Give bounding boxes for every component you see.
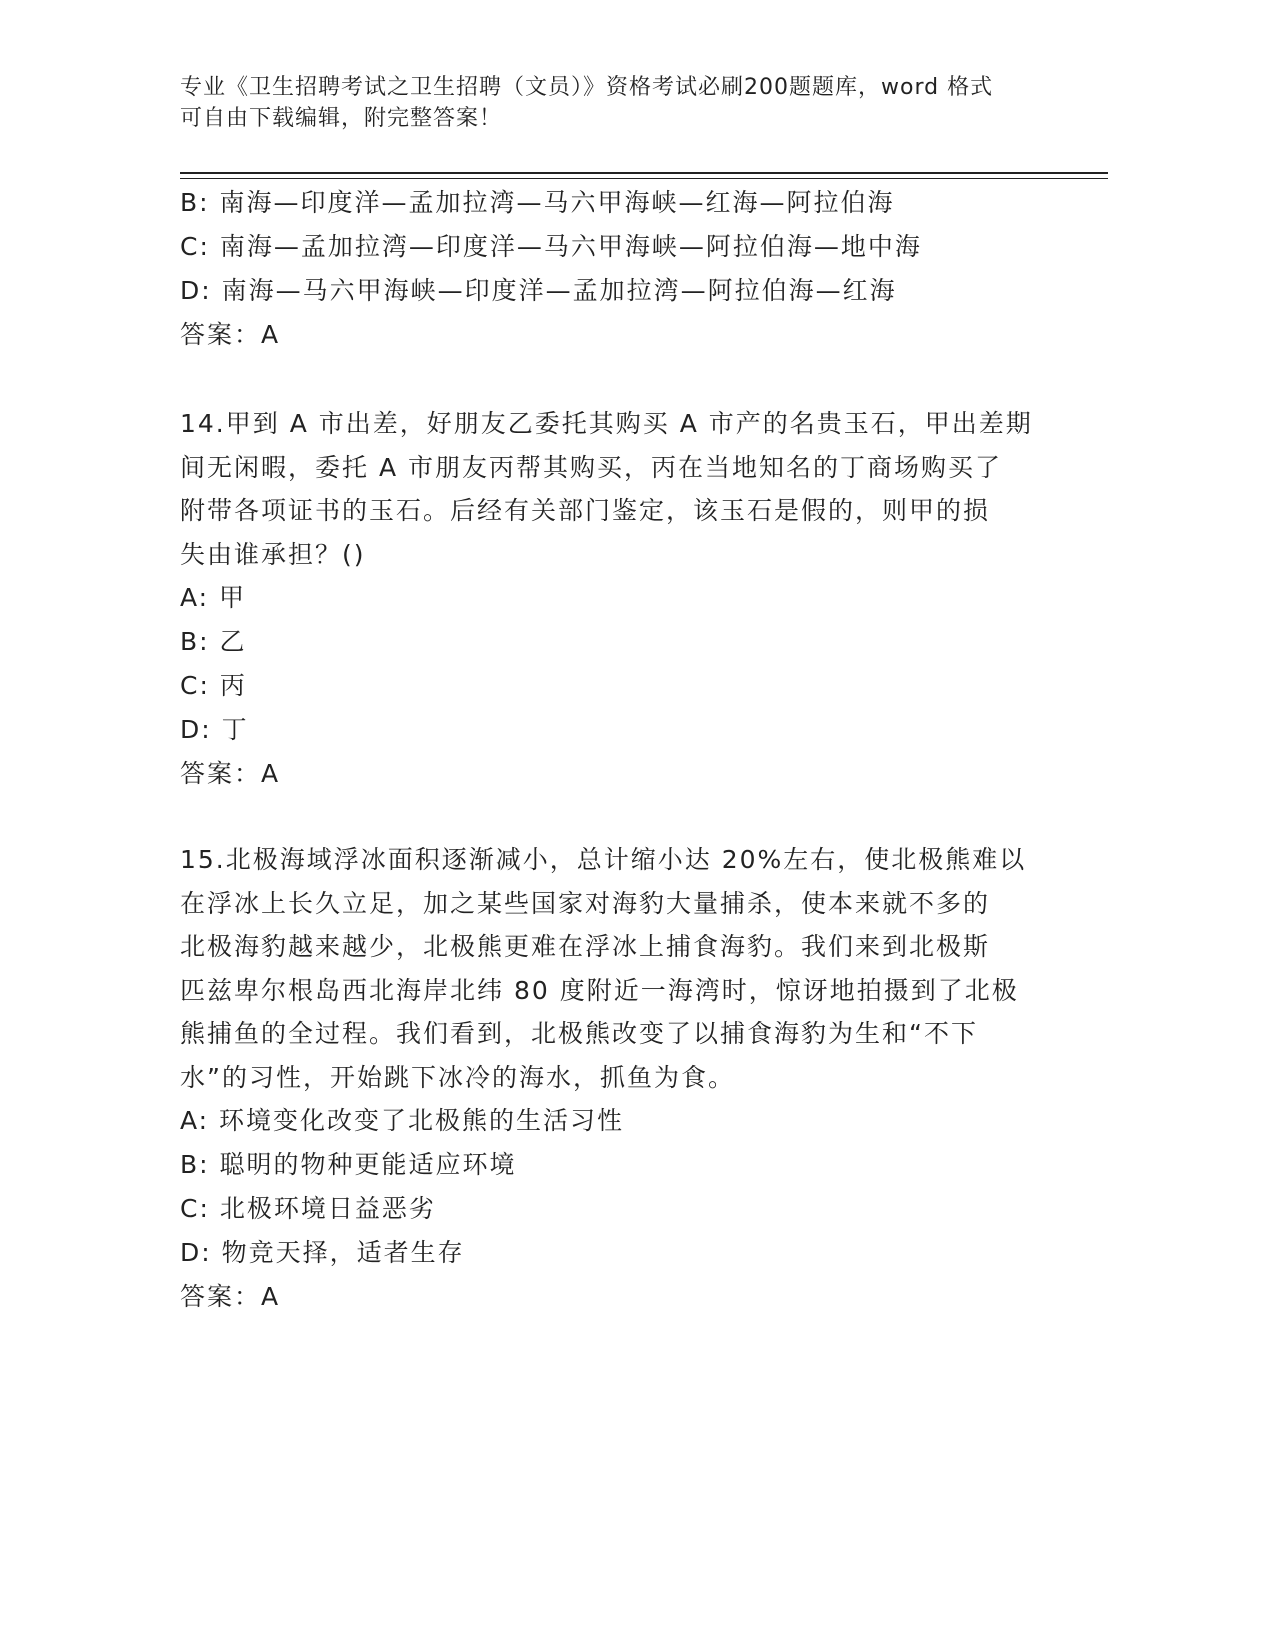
answer-line: 答案：A: [180, 759, 281, 788]
document-body: [180, 181, 1050, 1319]
option-b: B: 南海—印度洋—孟加拉湾—马六甲海峡—红海—阿拉伯海: [180, 188, 895, 217]
answer-line: 答案：A: [180, 320, 281, 349]
question-15: [180, 838, 1050, 1319]
question-line: 北极海豹越来越少，北极熊更难在浮冰上捕食海豹。我们来到北极斯: [180, 932, 991, 961]
option-b: B: 乙: [180, 627, 247, 656]
header-divider-thick: [180, 172, 1108, 174]
question-line: 15.北极海域浮冰面积逐渐减小，总计缩小达 20%左右，使北极熊难以: [180, 845, 1027, 874]
document-header: [180, 72, 1040, 134]
question-line: 在浮冰上长久立足，加之某些国家对海豹大量捕杀，使本来就不多的: [180, 888, 991, 918]
question-14: [180, 402, 1050, 796]
question-line: 水”的习性，开始跳下冰冷的海水，抓鱼为食。: [180, 1062, 735, 1092]
option-a: A: 环境变化改变了北极熊的生活习性: [180, 1106, 625, 1135]
header-line-1: 专业《卫生招聘考试之卫生招聘（文员）》资格考试必刷200题题库，word 格式: [180, 75, 994, 100]
question-stem: [180, 402, 1050, 576]
option-c: C: 丙: [180, 671, 247, 700]
prev-question-tail: [180, 181, 1050, 357]
header-divider-thin: [180, 178, 1108, 179]
option-d: D: 丁: [180, 715, 249, 744]
option-d: D: 物竞天择，适者生存: [180, 1238, 465, 1267]
question-line: 附带各项证书的玉石。后经有关部门鉴定，该玉石是假的，则甲的损: [180, 496, 991, 525]
question-line: 失由谁承担？(): [180, 539, 366, 569]
question-stem: [180, 838, 1050, 1099]
header-line-2: 可自由下载编辑，附完整答案！: [180, 106, 503, 131]
question-line: 熊捕鱼的全过程。我们看到，北极熊改变了以捕食海豹为生和“不下: [180, 1019, 978, 1048]
option-c: C: 北极环境日益恶劣: [180, 1194, 436, 1223]
option-c: C: 南海—孟加拉湾—印度洋—马六甲海峡—阿拉伯海—地中海: [180, 232, 922, 261]
option-d: D: 南海—马六甲海峡—印度洋—孟加拉湾—阿拉伯海—红海: [180, 276, 897, 305]
question-line: 间无闲暇，委托 A 市朋友丙帮其购买，丙在当地知名的丁商场购买了: [180, 452, 1002, 482]
answer-line: 答案：A: [180, 1282, 281, 1311]
question-line: 14.甲到 A 市出差，好朋友乙委托其购买 A 市产的名贵玉石，甲出差期: [180, 409, 1033, 438]
option-b: B: 聪明的物种更能适应环境: [180, 1150, 517, 1179]
question-line: 匹兹卑尔根岛西北海岸北纬 80 度附近一海湾时，惊讶地拍摄到了北极: [180, 975, 1019, 1005]
option-a: A: 甲: [180, 583, 247, 612]
